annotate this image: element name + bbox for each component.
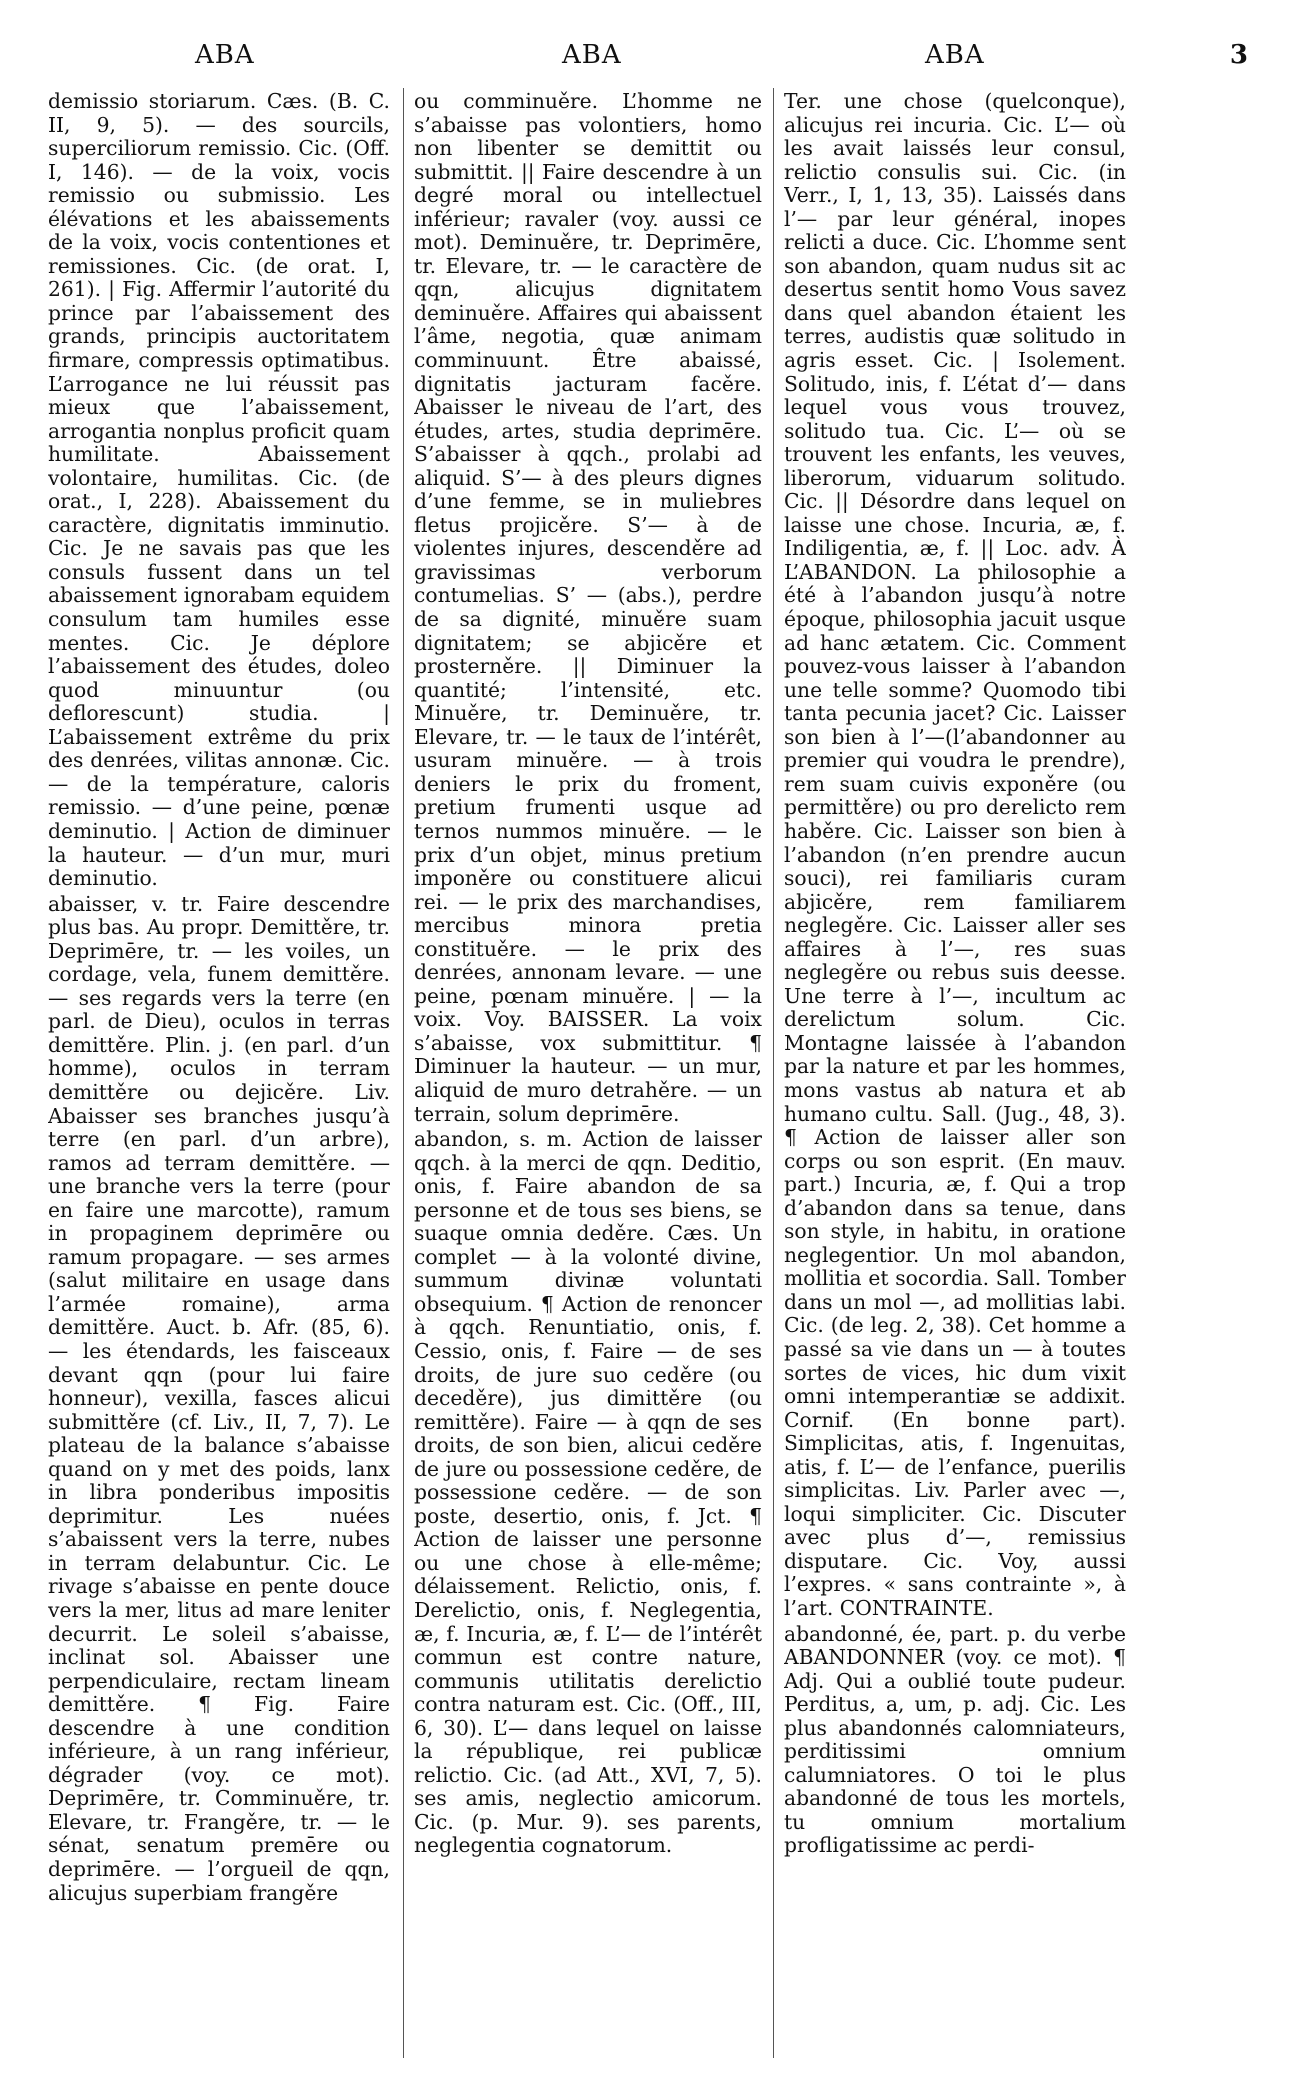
column-divider-2: [773, 88, 774, 2058]
running-head-right: ABA: [925, 40, 985, 70]
entry-abandon-continued: Ter. une chose (quelconque), alicujus rei incuria. Cic. L’— où les avait laissés leur consul, relictio consulis sui. Cic. (in Verr., I, 1, 13, 35). Laissés dans l’— par leur général, inopes relicti a duce. Cic. L’homme sent son abandon, quam nudus sit ac desertus sentit homo Vous savez dans quel abandon étaient les terres, audistis quæ solitudo in agris esset. Cic. | Isolement. Solitudo, inis, f. L’état d’— dans lequel vous vous trouvez, solitudo tua. Cic. L’— où se trouvent les enfants, les veuves, liberorum, viduarum solitudo. Cic. || Désordre dans lequel on laisse une chose. Incuria, æ, f. Indiligentia, æ, f. || Loc. adv. À L’ABANDON. La philosophie a été à l’abandon jusqu’à notre époque, philosophia jacuit usque ad hanc ætatem. Cic. Comment pouvez-vous laisser à l’abandon une telle somme? Quomodo tibi tanta pecunia jacet? Cic. Laisser son bien à l’—(l’abandonner au premier qui voudra le prendre), rem suam cuivis exponěre (ou permittěre) ou pro derelicto rem haběre. Cic. Laisser son bien à l’abandon (n’en prendre aucun souci), rei familiaris curam abjicěre, rem familiarem neglegěre. Cic. Laisser aller ses affaires à l’—, res suas neglegěre ou rebus suis deesse. Une terre à l’—, incultum ac derelictum solum. Cic. Montagne laissée à l’abandon par la nature et par les hommes, mons vastus ab natura et ab humano cultu. Sall. (Jug., 48, 3). ¶ Action de laisser aller son corps ou son esprit. (En mauv. part.) Incuria, æ, f. Qui a trop d’abandon dans sa tenue, dans son style, in habitu, in oratione neglegentior. Un mol abandon, mollitia et socordia. Sall. Tomber dans un mol —, ad mollitias labi. Cic. (de leg. 2, 38). Cet homme a passé sa vie dans un — à toutes sortes de vices, hic dum vixit omni intemperantiæ se addixit. Cornif. (En bonne part). Simplicitas, atis, f. Ingenuitas, atis, f. L’— de l’enfance, puerilis simplicitas. Liv. Parler avec —, loqui simpliciter. Cic. Discuter avec plus d’—, remissius disputare. Cic. Voy, aussi l’expres. « sans contrainte », à l’art. CONTRAINTE.: [784, 90, 1126, 1620]
dictionary-column-3: [784, 90, 1126, 2060]
page-number: 3: [1229, 40, 1248, 70]
dictionary-column-2: [414, 90, 762, 2060]
entry-abandonne: abandonné, ée, part. p. du verbe ABANDONNER (voy. ce mot). ¶ Adj. Qui a oublié toute pudeur. Perditus, a, um, p. adj. Cic. Les plus abandonnés calomniateurs, perditissimi omnium calumniatores. O toi le plus abandonné de tous les mortels, tu omnium mortalium profligatissime ac perdi-: [784, 1621, 1126, 1858]
dictionary-column-1: [48, 90, 390, 2060]
running-header: [0, 40, 1300, 80]
entry-abaisser: abaisser, v. tr. Faire descendre plus bas. Au propr. Demittěre, tr. Deprimēre, tr. — les voiles, un cordage, vela, funem demittěre. — ses regards vers la terre (en parl. de Dieu), oculos in terras demittěre. Plin. j. (en parl. d’un homme), oculos in terram demittěre ou dejicěre. Liv. Abaisser ses branches jusqu’à terre (en parl. d’un arbre), ramos ad terram demittěre. — une branche vers la terre (pour en faire une marcotte), ramum in propaginem deprimēre ou ramum propagare. — ses armes (salut militaire en usage dans l’armée romaine), arma demittěre. Auct. b. Afr. (85, 6). — les étendards, les faisceaux devant qqn (pour lui faire honneur), vexilla, fasces alicui submittěre (cf. Liv., II, 7, 7). Le plateau de la balance s’abaisse quand on y met des poids, lanx in libra ponderibus impositis deprimitur. Les nuées s’abaissent vers la terre, nubes in terram delabuntur. Cic. Le rivage s’abaisse en pente douce vers la mer, litus ad mare leniter decurrit. Le soleil s’abaisse, inclinat sol. Abaisser une perpendiculaire, rectam lineam demittěre. ¶ Fig. Faire descendre à une condition inférieure, à un rang inférieur, dégrader (voy. ce mot). Deprimēre, tr. Comminuěre, tr. Elevare, tr. Frangěre, tr. — le sénat, senatum premēre ou deprimēre. — l’orgueil de qqn, alicujus superbiam frangěre: [48, 891, 390, 1905]
entry-abaissement-continued: demissio storiarum. Cæs. (B. C. II, 9, 5). — des sourcils, superciliorum remissio. Cic. (Off. I, 146). — de la voix, vocis remissio ou submissio. Les élévations et les abaissements de la voix, vocis contentiones et remissiones. Cic. (de orat. I, 261). | Fig. Affermir l’autorité du prince par l’abaissement des grands, principis auctoritatem firmare, compressis optimatibus. L’arrogance ne lui réussit pas mieux que l’abaissement, arrogantia nonplus proficit quam humilitate. Abaissement volontaire, humilitas. Cic. (de orat., I, 228). Abaissement du caractère, dignitatis imminutio. Cic. Je ne savais pas que les consuls fussent dans un tel abaissement ignorabam equidem consulum tam humiles esse mentes. Cic. Je déplore l’abaissement des études, doleo quod minuuntur (ou deflorescunt) studia. | L’abaissement extrême du prix des denrées, vilitas annonæ. Cic. — de la température, caloris remissio. — d’une peine, pœnæ deminutio. | Action de diminuer la hauteur. — d’un mur, muri deminutio.: [48, 90, 390, 891]
running-head-center: ABA: [562, 40, 622, 70]
entry-abandon: abandon, s. m. Action de laisser qqch. à la merci de qqn. Deditio, onis, f. Faire abandon de sa personne et de tous ses biens, se suaque omnia deděre. Cæs. Un complet — à la volonté divine, summum divinæ voluntati obsequium. ¶ Action de renoncer à qqch. Renuntiatio, onis, f. Cessio, onis, f. Faire — de ses droits, de jure suo ceděre (ou deceděre), jus dimittěre (ou remittěre). Faire — à qqn de ses droits, de son bien, alicui ceděre de jure ou possessione ceděre, de possessione ceděre. — de son poste, desertio, onis, f. Jct. ¶ Action de laisser une personne ou une chose à elle-même; délaissement. Relictio, onis, f. Derelictio, onis, f. Neglegentia, æ, f. Incuria, æ, f. L’— de l’intérêt commun est contre nature, communis utilitatis derelictio contra naturam est. Cic. (Off., III, 6, 30). L’— dans lequel on laisse la république, rei publicæ relictio. Cic. (ad Att., XVI, 7, 5). ses amis, neglectio amicorum. Cic. (p. Mur. 9). ses parents, neglegentia cognatorum.: [414, 1127, 762, 1858]
column-divider-1: [403, 88, 404, 2058]
entry-abaisser-continued: ou comminuěre. L’homme ne s’abaisse pas volontiers, homo non libenter se demittit ou submittit. || Faire descendre à un degré moral ou intellectuel inférieur; ravaler (voy. aussi ce mot). Deminuěre, tr. Deprimēre, tr. Elevare, tr. — le caractère de qqn, alicujus dignitatem deminuěre. Affaires qui abaissent l’âme, negotia, quæ animam comminuunt. Être abaissé, dignitatis jacturam facěre. Abaisser le niveau de l’art, des études, artes, studia deprimēre. S’abaisser à qqch., prolabi ad aliquid. S’— à des pleurs dignes d’une femme, se in muliebres fletus projicěre. S’— à de violentes injures, descenděre ad gravissimas verborum contumelias. S’ — (abs.), perdre de sa dignité, minuěre suam dignitatem; se abjicěre et prosterněre. || Diminuer la quantité; l’intensité, etc. Minuěre, tr. Deminuěre, tr. Elevare, tr. — le taux de l’intérêt, usuram minuěre. — à trois deniers le prix du froment, pretium frumenti usque ad ternos nummos minuěre. — le prix d’un objet, minus pretium imponěre ou constituere alicui rei. — le prix des marchandises, mercibus minora pretia constituěre. — le prix des denrées, annonam levare. — une peine, pœnam minuěre. | — la voix. Voy. BAISSER. La voix s’abaisse, vox submittitur. ¶ Diminuer la hauteur. — un mur, aliquid de muro detrahěre. — un terrain, solum deprimēre.: [414, 90, 762, 1126]
running-head-left: ABA: [195, 40, 255, 70]
